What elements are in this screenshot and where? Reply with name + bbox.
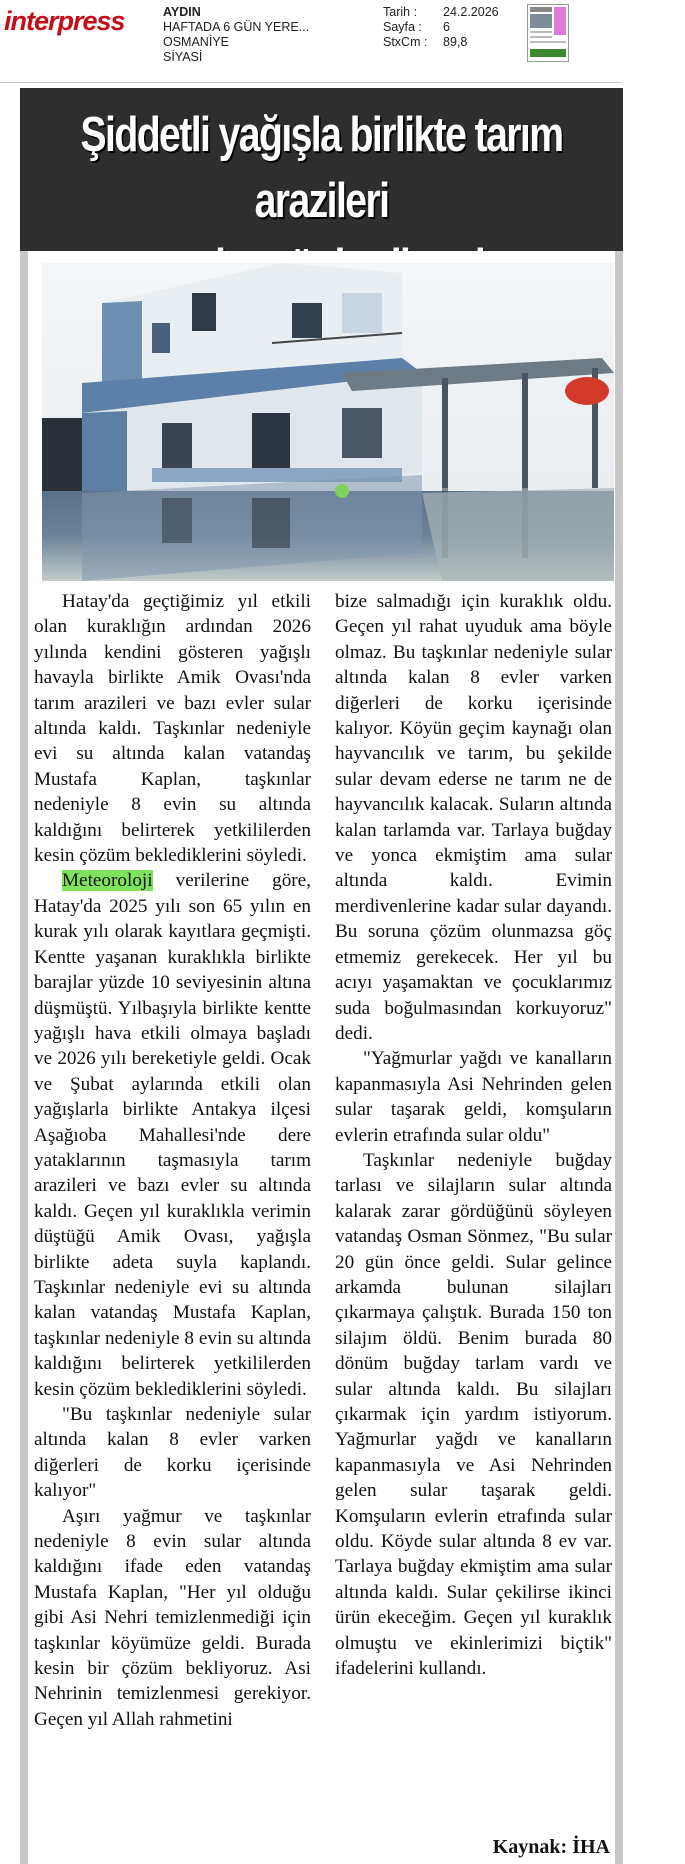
publication-name: HAFTADA 6 GÜN YERE... [163,20,310,34]
interpress-logo[interactable]: interpress [4,6,125,36]
publication-info [163,5,309,65]
city-label: AYDIN [163,5,201,19]
clipping-meta [383,5,499,50]
article-clipping [20,88,623,1864]
headline [20,88,623,251]
headline-line-1: Şiddetli yağışla birlikte tarım arazileri [80,108,563,228]
meta-value: 6 [443,20,450,34]
meta-label: Tarih : [383,5,418,19]
clipping-header [0,0,685,84]
paragraph-text: verilerine göre, Hatay'da 2025 yılı son 65 yılın en kurak yılı olarak kayıtlara geçmişti. Kentte yaşanan kuraklıkla birlikte barajlar yüzde 10 seviyesinin altına düşmüştü. Yılbaşıyla birlikte kentte yağışlı hava etkili olmaya başladı ve 2026 yılı bereketiyle geldi. Ocak ve Şubat aylarında etkili olan yağışlarla birlikte Antakya ilçesi Aşağıoba Mahallesi'nde dere yataklarının taşmasıyla tarım arazileri ve bazı evler su altında kaldı. Geçen yıl kuraklıkla verimin düştüğü Amik Ovası, yağışla birlikte adeta suyla kaplandı. Taşkınlar nedeniyle evi su altında kalan vatandaş Mustafa Kaplan, taşkınlar nedeniyle 8 evin su altında kaldığını belirterek yetkililerden kesin çözüm beklediklerini söyledi. [34,870,311,1400]
column-right [335,589,612,1681]
paragraph: Aşırı yağmur ve taşkınlar nedeniyle 8 evin sular altında kaldığını ifade eden vatandaş Mustafa Kaplan, "Her yıl olduğu gibi Asi Nehri temizlenmediği için taşkınlar köyümüze geldi. Burada kesin bir çözüm bekliyoruz. Asi Nehrinin temizlenmesi gerekiyor. Geçen yıl Allah rahmetini [34,1505,311,1730]
paragraph: Taşkınlar nedeniyle buğday tarlası ve silajların sular altında kalarak zarar gördüğünü söyleyen vatandaş Osman Sönmez, "Bu sular 20 gün önce geldi. Sular gelince arkamda bulunan silajları çıkarmaya çalıştık. Burada 150 ton silajım öldü. Benim burada 80 dönüm buğday tarlam vardı ve sular altında kaldı. Bu silajları çıkarmak için yardım istiyorum. Yağmurlar yağdı ve kanalların kapanmasıyla ve Asi Nehrinden gelen sular taşarak geldi. Komşuların evlerin etrafında sular oldu. Köyde sular altında 8 ev var. Tarlaya buğday ekmiştim ama sular altında kaldı. Sular çekilirse ikinci ürün ekeceğim. Geçen yıl kuraklık olmuştu ve ekinlerimizi biçtik" ifadelerini kullandı. [335,1149,612,1680]
source-credit: Kaynak: İHA [492,1836,610,1858]
meta-row-stxcm [383,35,499,50]
flooded-house-photo [42,263,614,581]
paragraph: bize salmadığı için kuraklık oldu. Geçen yıl rahat uyuduk ama böyle olmaz. Bu taşkınlar nedeniyle sular altında kalan 8 evler varken diğerleri de korku içerisinde kalıyor. Köyün geçim kaynağı olan hayvancılık ve tarım, bu şekilde sular devam ederse ne tarım ne de hayvancılık kalacak. Suların altında kalan tarlamda var. Tarlaya buğday ve yonca ekmiştim ama sular altında kaldı. Evimin merdivenlerine kadar sular dayandı. Bu soruna çözüm olunmazsa göç etmemiz gerekecek. Her yıl bu acıyı yaşamaktan ve çocuklarımız suda boğulmasından korkuyoruz" dedi. [335,591,612,1044]
meta-label: StxCm : [383,35,428,49]
subheading-quote: "Yağmurlar yağdı ve kanalların kapanmasıyla Asi Nehrinden gelen sular taşarak geldi, komşuların evlerin etrafında sular oldu" [335,1048,612,1146]
meta-row-page [383,20,499,35]
page-thumbnail[interactable] [527,4,569,62]
article-page [28,251,615,1864]
article-body [34,589,612,1859]
meta-value: 24.2.2026 [443,5,499,19]
category-label: SİYASİ [163,50,203,64]
flooded-house-illustration [42,263,614,581]
subheading-quote: "Bu taşkınlar nedeniyle sular altında kalan 8 evler varken diğerleri de korku içerisinde kalıyor" [34,1404,311,1502]
meta-row-date [383,5,499,20]
paragraph [34,868,311,1402]
meta-value: 89,8 [443,35,468,49]
column-left [34,589,311,1732]
region-label: OSMANİYE [163,35,229,49]
header-divider [0,82,622,83]
paragraph: Hatay'da geçtiğimiz yıl etkili olan kuraklığın ardından 2026 yılında kendini gösteren yağışlı havayla birlikte Amik Ovası'nda tarım arazileri ve bazı evler sular altında kaldı. Taşkınlar nedeniyle evi su altında kalan vatandaş Mustafa Kaplan, taşkınlar nedeniyle 8 evin su altında kaldığını belirterek yetkililerden kesin çözüm beklediklerini söyledi. [34,591,311,867]
meta-label: Sayfa : [383,20,422,34]
highlighted-keyword[interactable]: Meteoroloji [62,870,153,892]
